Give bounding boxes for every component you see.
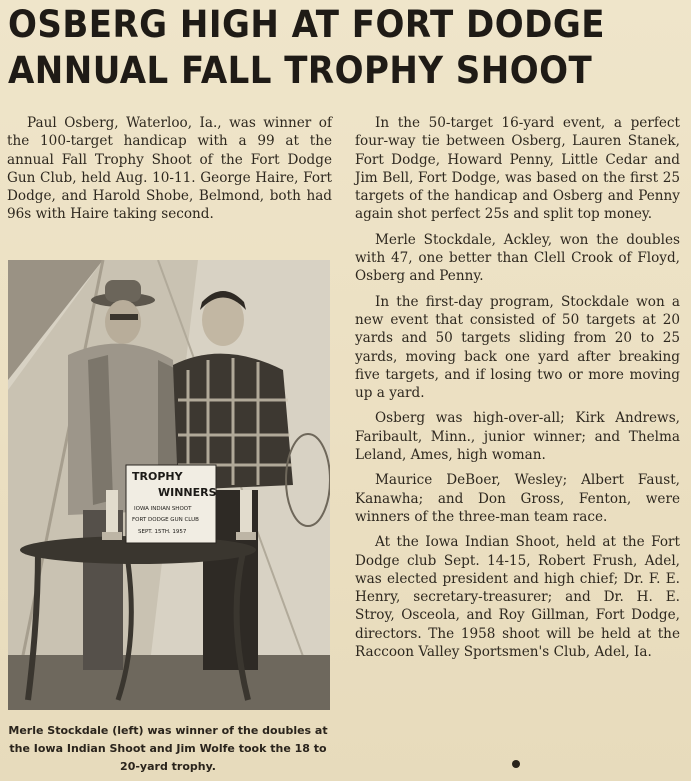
article-paragraph: In the 50-target 16-yard event, a perfect four-way tie between Osberg, Lauren Stanek, Fort Dodge, Howard Penny, Little Cedar and Jim Bell, Fort Dodge, was based on the first 25 targets of the handicap and Osberg and Penny again shot perfect 25s and split top money.: [355, 115, 680, 223]
article-paragraph: Paul Osberg, Waterloo, Ia., was winner of the 100-target handicap with a 99 at the annual Fall Trophy Shoot of the Fort Dodge Gun Club, held Aug. 10-11. George Haire, Fort Dodge, and Harold Shobe, Belmond, both had 96s with Haire taking second.: [7, 115, 332, 223]
sign-line: IOWA INDIAN SHOOT: [134, 506, 192, 512]
headline-line-1: OSBERG HIGH AT FORT DODGE: [8, 3, 605, 46]
end-bullet: [512, 760, 520, 768]
left-column: [7, 114, 332, 231]
headline-line-2: ANNUAL FALL TROPHY SHOOT: [8, 49, 593, 92]
right-column: [355, 114, 680, 668]
article-paragraph: In the first-day program, Stockdale won a new event that consisted of 50 targets at 20 yards and 50 targets sliding from 20 to 25 yards, moving back one yard after breaking five targets, and if losing two or more moving up a yard.: [355, 293, 680, 402]
sign-line: WINNERS: [158, 486, 217, 499]
photo-illustration: [8, 260, 330, 710]
photo: [8, 260, 330, 710]
photo-caption: Merle Stockdale (left) was winner of the doubles at the Iowa Indian Shoot and Jim Wolfe took the 18 to 20-yard trophy.: [8, 724, 328, 773]
sign-line: FORT DODGE GUN CLUB: [132, 517, 199, 523]
article-paragraph: Merle Stockdale, Ackley, won the doubles with 47, one better than Clell Crook of Floyd, Osberg and Penny.: [355, 231, 680, 285]
article-paragraph: At the Iowa Indian Shoot, held at the Fort Dodge club Sept. 14-15, Robert Frush, Adel, was elected president and high chief; Dr. F. E. Henry, secretary-treasurer; and Dr. H. E. Stroy, Osceola, and Roy Gillman, Fort Dodge, directors. The 1958 shoot will be held at the Raccoon Valley Sportsmen's Club, Adel, Ia.: [355, 534, 680, 661]
headline: [8, 2, 630, 94]
sign-line: TROPHY: [132, 470, 183, 483]
article-paragraph: Maurice DeBoer, Wesley; Albert Faust, Kanawha; and Don Gross, Fenton, were winners of the three-man team race.: [355, 472, 680, 525]
sign-line: SEPT. 15TH. 1957: [138, 529, 187, 535]
article-paragraph: Osberg was high-over-all; Kirk Andrews, Faribault, Minn., junior winner; and Thelma Leland, Ames, high woman.: [355, 410, 680, 464]
